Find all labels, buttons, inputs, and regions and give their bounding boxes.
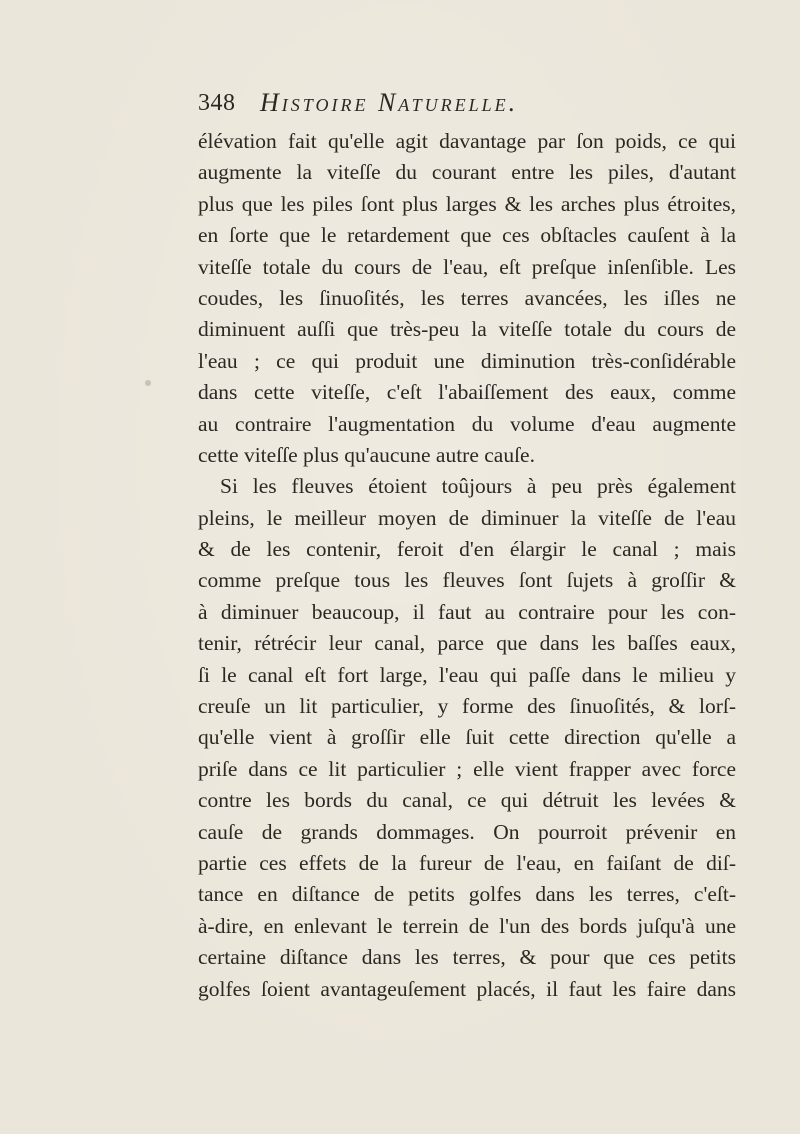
text-line: tance en diſtance de petits golfes dans les terres, c'eſt- xyxy=(198,882,736,907)
text-line: qu'elle vient à groſſir elle ſuit cette direction qu'elle a xyxy=(198,725,736,750)
text-line: au contraire l'augmentation du volume d'eau augmente xyxy=(198,411,736,436)
text-line: en ſorte que le retardement que ces obſtacles cauſent à la xyxy=(198,223,736,248)
text-line: tenir, rétrécir leur canal, parce que dans les baſſes eaux, xyxy=(198,631,736,656)
text-line: cauſe de grands dommages. On pourroit prévenir en xyxy=(198,819,736,844)
text-line: plus que les piles ſont plus larges & les arches plus étroites, xyxy=(198,191,736,216)
text-line: viteſſe totale du cours de l'eau, eſt preſque inſenſible. Les xyxy=(198,254,736,279)
running-title: Histoire Naturelle. xyxy=(260,88,519,117)
page-number: 348 xyxy=(198,90,236,116)
text-line: coudes, les ſinuoſités, les terres avancées, les iſles ne xyxy=(198,285,736,310)
body-text xyxy=(198,126,736,1005)
text-line: certaine diſtance dans les terres, & pour que ces petits xyxy=(198,945,736,970)
text-line: l'eau ; ce qui produit une diminution très-conſidérable xyxy=(198,348,736,373)
text-line: à diminuer beaucoup, il faut au contraire pour les con- xyxy=(198,599,736,624)
text-line: pleins, le meilleur moyen de diminuer la viteſſe de l'eau xyxy=(198,505,736,530)
text-line: golfes ſoient avantageuſement placés, il faut les faire dans xyxy=(198,976,736,1001)
text-line: ſi le canal eſt fort large, l'eau qui paſſe dans le milieu y xyxy=(198,662,736,687)
text-line: augmente la viteſſe du courant entre les piles, d'autant xyxy=(198,160,736,185)
text-line: comme preſque tous les fleuves ſont ſujets à groſſir & xyxy=(198,568,736,593)
text-line: Si les fleuves étoient toûjours à peu près également xyxy=(220,474,736,499)
text-line: à-dire, en enlevant le terrein de l'un des bords juſqu'à une xyxy=(198,913,736,938)
text-line: priſe dans ce lit particulier ; elle vient frapper avec force xyxy=(198,756,736,781)
text-line: contre les bords du canal, ce qui détruit les levées & xyxy=(198,788,736,813)
text-line: élévation fait qu'elle agit davantage par ſon poids, ce qui xyxy=(198,129,736,153)
text-line: dans cette viteſſe, c'eſt l'abaiſſement des eaux, comme xyxy=(198,380,736,405)
page-header xyxy=(198,88,638,124)
text-line: creuſe un lit particulier, y forme des ſinuoſités, & lorſ- xyxy=(198,694,736,719)
text-line: & de les contenir, feroit d'en élargir le canal ; mais xyxy=(198,537,736,562)
text-line: diminuent auſſi que très-peu la viteſſe totale du cours de xyxy=(198,317,736,342)
text-line: partie ces effets de la fureur de l'eau, en faiſant de diſ- xyxy=(198,850,736,875)
paper-speck xyxy=(145,380,151,386)
text-line: cette viteſſe plus qu'aucune autre cauſe. xyxy=(198,442,535,467)
